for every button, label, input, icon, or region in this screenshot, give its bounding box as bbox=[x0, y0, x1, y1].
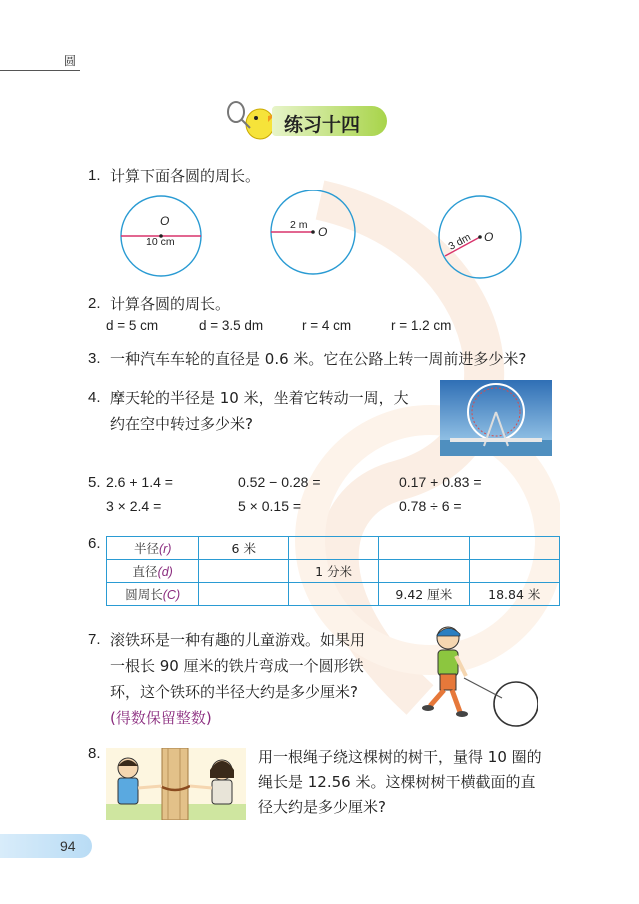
page-number-tab bbox=[0, 834, 92, 858]
q5-row-2 bbox=[106, 498, 526, 520]
circle-2-measure: 2 m bbox=[290, 219, 308, 231]
question-8-number: 8. bbox=[88, 745, 101, 762]
circle-data-table bbox=[106, 536, 560, 606]
question-number: 2. bbox=[88, 295, 101, 312]
q2-item: d = 3.5 dm bbox=[199, 318, 264, 333]
exercise-title: 练习十四 bbox=[284, 114, 361, 136]
question-text-line: 一根长 90 厘米的铁片弯成一个圆形铁 bbox=[110, 657, 364, 675]
calc-item: 3 × 2.4 = bbox=[106, 498, 162, 514]
row-header: 直径(d) bbox=[107, 560, 199, 583]
question-text-line: 用一根绳子绕这棵树的树干，量得 10 圈的 bbox=[258, 748, 542, 766]
section-label: 圆 bbox=[64, 54, 77, 68]
table-row bbox=[107, 537, 560, 560]
circle-2-center-label: O bbox=[318, 225, 328, 239]
table-row bbox=[107, 583, 560, 606]
row-header: 半径(r) bbox=[107, 537, 199, 560]
calc-item: 0.52 − 0.28 = bbox=[238, 474, 321, 490]
calc-item: 2.6 + 1.4 = bbox=[106, 474, 173, 490]
calc-item: 0.78 ÷ 6 = bbox=[399, 498, 462, 514]
table-cell bbox=[289, 583, 379, 606]
question-1 bbox=[88, 163, 488, 189]
table-cell bbox=[379, 560, 469, 583]
circle-3-measure: 3 dm bbox=[446, 231, 473, 253]
question-number: 3. bbox=[88, 350, 101, 367]
question-number: 4. bbox=[88, 389, 101, 406]
question-6-number: 6. bbox=[88, 535, 101, 552]
row-header: 圆周长(C) bbox=[107, 583, 199, 606]
q2-values-row bbox=[106, 318, 526, 338]
question-number: 7. bbox=[88, 631, 101, 648]
circle-3-center-label: O bbox=[484, 230, 494, 244]
table-cell: 6 米 bbox=[199, 537, 289, 560]
question-8 bbox=[258, 745, 578, 825]
question-text-line: 径大约是多少厘米? bbox=[258, 798, 386, 816]
table-cell bbox=[469, 537, 559, 560]
q2-item: r = 1.2 cm bbox=[391, 318, 452, 333]
rounding-note: (得数保留整数) bbox=[110, 709, 212, 727]
question-text-line: 绳长是 12.56 米。这棵树树干横截面的直 bbox=[258, 773, 536, 791]
table-row bbox=[107, 560, 560, 583]
tree-measuring-illustration bbox=[106, 748, 246, 820]
table-cell bbox=[199, 583, 289, 606]
question-text: 计算各圆的周长。 bbox=[110, 295, 231, 313]
question-text-line: 摩天轮的半径是 10 米，坐着它转动一周，大 bbox=[110, 389, 409, 407]
header-rule bbox=[0, 70, 80, 71]
question-2 bbox=[88, 291, 488, 317]
hoop-rolling-child-illustration bbox=[418, 622, 538, 732]
exercise-title-banner bbox=[222, 96, 392, 144]
calc-item: 0.17 + 0.83 = bbox=[399, 474, 482, 490]
table-cell: 18.84 米 bbox=[469, 583, 559, 606]
circle-radius-3dm bbox=[439, 196, 521, 278]
table-cell bbox=[379, 537, 469, 560]
question-text: 一种汽车车轮的直径是 0.6 米。它在公路上转一周前进多少米? bbox=[110, 350, 527, 368]
circle-radius-2m bbox=[271, 190, 355, 274]
table-cell bbox=[199, 560, 289, 583]
page-number: 94 bbox=[60, 838, 76, 854]
question-4 bbox=[88, 385, 448, 437]
question-text-line: 环，这个铁环的半径大约是多少厘米? bbox=[110, 683, 358, 701]
q5-row-1 bbox=[106, 474, 526, 496]
calc-item: 5 × 0.15 = bbox=[238, 498, 302, 514]
table-cell: 1 分米 bbox=[289, 560, 379, 583]
circle-1-center-label: O bbox=[160, 214, 170, 228]
q2-item: r = 4 cm bbox=[302, 318, 352, 333]
circle-1-measure: 10 cm bbox=[146, 236, 175, 248]
ferris-wheel-image bbox=[440, 380, 552, 456]
table-cell bbox=[289, 537, 379, 560]
question-5-number: 5. bbox=[88, 474, 101, 491]
question-7 bbox=[88, 627, 418, 737]
question-number: 1. bbox=[88, 167, 101, 184]
table-cell: 9.42 厘米 bbox=[379, 583, 469, 606]
question-text: 计算下面各圆的周长。 bbox=[110, 167, 261, 185]
q2-item: d = 5 cm bbox=[106, 318, 159, 333]
question-text-line: 约在空中转过多少米? bbox=[110, 415, 253, 433]
question-3 bbox=[88, 346, 548, 372]
table-cell bbox=[469, 560, 559, 583]
question-text-line: 滚铁环是一种有趣的儿童游戏。如果用 bbox=[110, 631, 366, 649]
